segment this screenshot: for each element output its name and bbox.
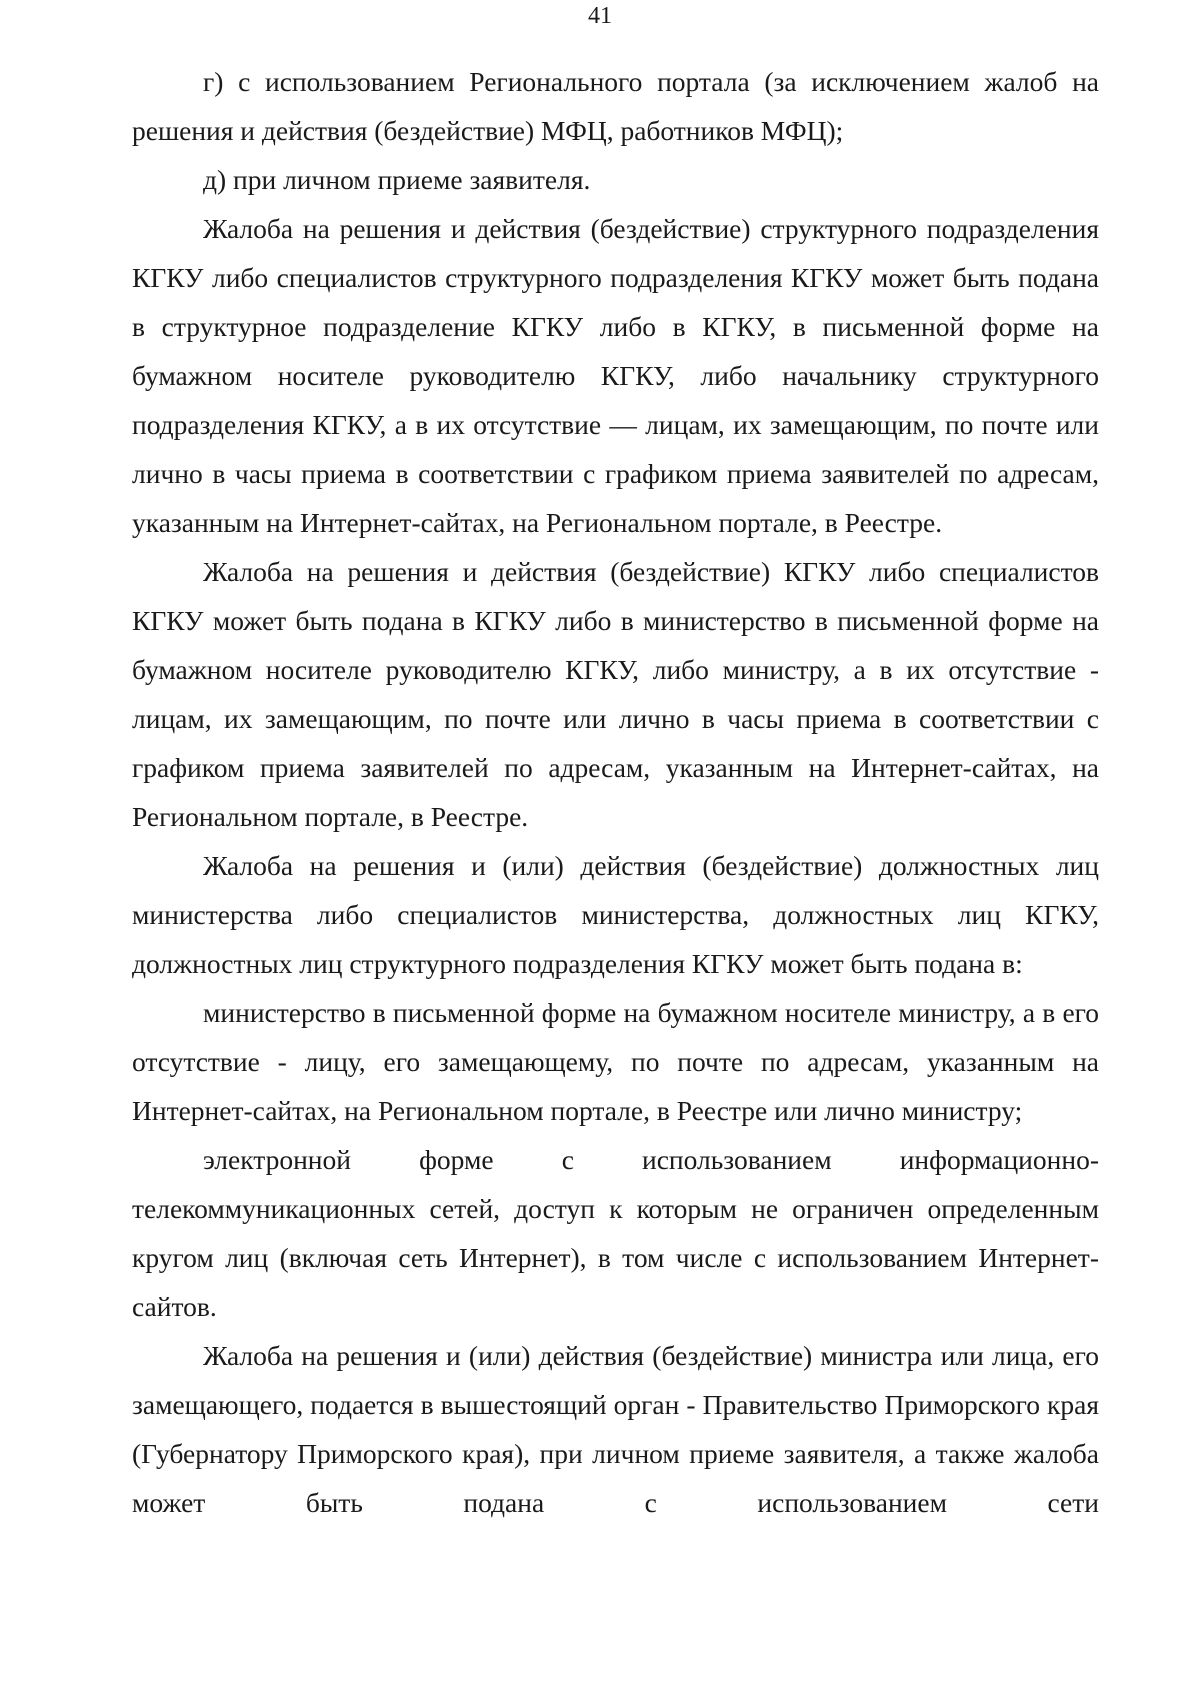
paragraph-complaint-kgku: Жалоба на решения и действия (бездействие) КГКУ либо специалистов КГКУ может быть подана в КГКУ либо в министерство в письменной форме на бумажном носителе руководителю КГКУ, либо министру, а в их отсутствие - лицам, их замещающим, по почте или лично в часы приема в соответствии с графиком приема заявителей по адресам, указанным на Интернет-сайтах, на Региональном портале, в Реестре.	[132, 556, 1099, 832]
paragraph-complaint-structural-unit: Жалоба на решения и действия (бездействие) структурного подразделения КГКУ либо специалистов структурного подразделения КГКУ может быть подана в структурное подразделение КГКУ либо в КГКУ, в письменной форме на бумажном носителе руководителю КГКУ, либо начальнику структурного подразделения КГКУ, а в их отсутствие — лицам, их замещающим, по почте или лично в часы приема в соответствии с графиком приема заявителей по адресам, указанным на Интернет-сайтах, на Региональном портале, в Реестре.	[132, 213, 1099, 538]
paragraph-d-personal-reception: д) при личном приеме заявителя.	[203, 164, 591, 195]
page-number: 41	[588, 3, 612, 29]
paragraph-ministry-written-form: министерство в письменной форме на бумажном носителе министру, а в его отсутствие - лицу, его замещающему, по почте по адресам, указанным на Интернет-сайтах, на Региональном портале, в Реестре или лично министру;	[132, 997, 1099, 1126]
paragraph-electronic-form: электронной форме с использованием информационно-телекоммуникационных сетей, доступ к которым не ограничен определенным кругом лиц (включая сеть Интернет), в том числе с использованием Интернет-сайтов.	[132, 1144, 1099, 1322]
body-text	[132, 57, 1099, 1527]
paragraph-complaint-officials: Жалоба на решения и (или) действия (бездействие) должностных лиц министерства либо специалистов министерства, должностных лиц КГКУ, должностных лиц структурного подразделения КГКУ может быть подана в:	[132, 850, 1099, 979]
paragraph-g-regional-portal: г) с использованием Регионального портала (за исключением жалоб на решения и действия (бездействие) МФЦ, работников МФЦ);	[132, 66, 1099, 146]
paragraph-complaint-minister: Жалоба на решения и (или) действия (бездействие) министра или лица, его замещающего, подается в вышестоящий орган - Правительство Приморского края (Губернатору Приморского края), при личном приеме заявителя, а также жалоба может быть подана с использованием сети	[132, 1340, 1099, 1518]
